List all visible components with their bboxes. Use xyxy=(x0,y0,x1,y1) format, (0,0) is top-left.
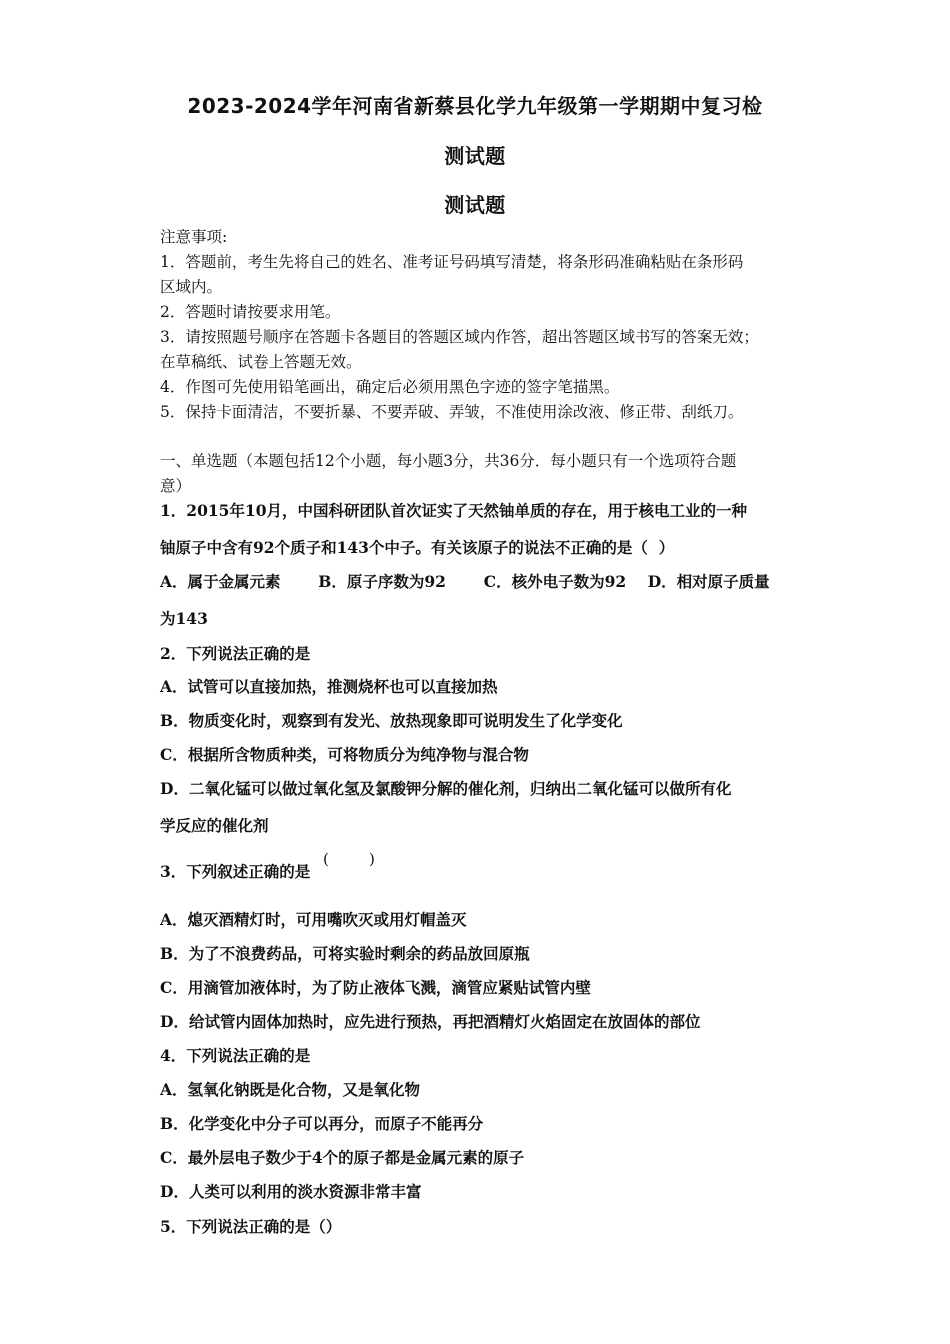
notice-item: 3．请按照题号顺序在答题卡各题目的答题区域内作答，超出答题区域书写的答案无效； xyxy=(160,328,759,346)
question-2-option-d: D．二氧化锰可以做过氧化氢及氯酸钾分解的催化剂，归纳出二氧化锰可以做所有化 xyxy=(160,779,732,798)
question-1-options: A．属于金属元素 B．原子序数为92 C．核外电子数为92 D．相对原子质量 xyxy=(160,572,770,591)
notice-item: 5．保持卡面清洁，不要折暴、不要弄破、弄皱，不准使用涂改液、修正带、刮纸刀。 xyxy=(160,403,744,421)
document-title-line2: 测试题 xyxy=(444,144,506,168)
question-3-option-a: A．熄灭酒精灯时，可用嘴吹灭或用灯帽盖灭 xyxy=(160,910,467,929)
document-title-line1: 2023-2024学年河南省新蔡县化学九年级第一学期期中复习检 xyxy=(187,94,763,118)
question-4-option-d: D．人类可以利用的淡水资源非常丰富 xyxy=(160,1182,422,1201)
notice-item: 4．作图可先使用铅笔画出，确定后必须用黑色字迹的签字笔描黑。 xyxy=(160,378,620,396)
answer-paren-left: ( xyxy=(323,850,329,868)
question-1-stem-wrap: 铀原子中含有92个质子和143个中子。有关该原子的说法不正确的是（ ） xyxy=(160,538,675,557)
notice-item: 2．答题时请按要求用笔。 xyxy=(160,303,341,321)
question-3-stem: 3．下列叙述正确的是 xyxy=(160,862,311,881)
question-2-option-c: C．根据所含物质种类，可将物质分为纯净物与混合物 xyxy=(160,745,529,764)
question-1-options-wrap: 为143 xyxy=(160,609,208,628)
question-4-option-b: B．化学变化中分子可以再分，而原子不能再分 xyxy=(160,1114,484,1133)
section-heading: 一、单选题（本题包括12个小题，每小题3分，共36分．每小题只有一个选项符合题 xyxy=(160,452,737,470)
notice-item: 区域内。 xyxy=(160,278,223,296)
question-3-option-b: B．为了不浪费药品，可将实验时剩余的药品放回原瓶 xyxy=(160,944,530,963)
question-2-stem: 2．下列说法正确的是 xyxy=(160,644,311,663)
notice-item: 1．答题前，考生先将自己的姓名、准考证号码填写清楚，将条形码准确粘贴在条形码 xyxy=(160,253,744,271)
notice-heading: 注意事项: xyxy=(160,228,228,246)
question-2-option-d-wrap: 学反应的催化剂 xyxy=(160,816,269,835)
question-5-stem: 5．下列说法正确的是（） xyxy=(160,1217,342,1236)
question-2-option-a: A．试管可以直接加热，推测烧杯也可以直接加热 xyxy=(160,677,498,696)
question-4-stem: 4．下列说法正确的是 xyxy=(160,1046,311,1065)
document-title-line3: 测试题 xyxy=(444,193,506,217)
notice-item: 在草稿纸、试卷上答题无效。 xyxy=(160,353,362,371)
answer-paren-right: ) xyxy=(369,850,375,868)
question-4-option-c: C．最外层电子数少于4个的原子都是金属元素的原子 xyxy=(160,1148,525,1167)
section-heading-wrap: 意） xyxy=(160,477,192,495)
question-3-option-c: C．用滴管加液体时，为了防止液体飞溅，滴管应紧贴试管内壁 xyxy=(160,978,591,997)
question-3-option-d: D．给试管内固体加热时，应先进行预热，再把酒精灯火焰固定在放固体的部位 xyxy=(160,1012,701,1031)
question-2-option-b: B．物质变化时，观察到有发光、放热现象即可说明发生了化学变化 xyxy=(160,711,623,730)
question-1-stem: 1．2015年10月，中国科研团队首次证实了天然铀单质的存在，用于核电工业的一种 xyxy=(160,501,747,520)
question-4-option-a: A．氢氧化钠既是化合物，又是氧化物 xyxy=(160,1080,421,1099)
